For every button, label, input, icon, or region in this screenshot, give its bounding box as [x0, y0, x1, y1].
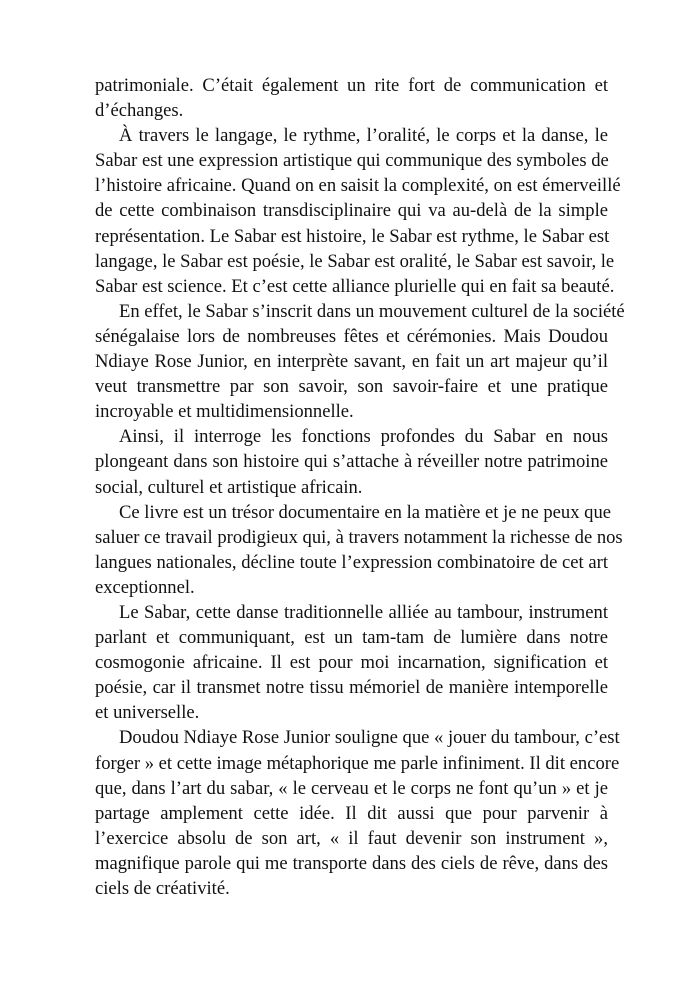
paragraph: [95, 500, 623, 600]
text-line: langage, le Sabar est poésie, le Sabar est oralité, le Sabar est savoir, le: [95, 250, 615, 272]
text-line: langues nationales, décline toute l’expression combinatoire de cet art: [95, 551, 608, 573]
paragraph: [95, 73, 608, 123]
text-line: partage amplement cette idée. Il dit aussi que pour parvenir à: [95, 802, 608, 824]
text-line: Sabar est science. Et c’est cette alliance plurielle qui en fait sa beauté.: [95, 275, 615, 297]
paragraph: [95, 123, 621, 299]
text-line: magnifique parole qui me transporte dans des ciels de rêve, dans des: [95, 852, 608, 874]
text-line: l’exercice absolu de son art, « il faut devenir son instrument »,: [95, 827, 608, 849]
document-page: [95, 73, 625, 901]
text-line: poésie, car il transmet notre tissu mémoriel de manière intemporelle: [95, 677, 608, 699]
paragraph: [95, 600, 608, 725]
text-line: que, dans l’art du sabar, « le cerveau et le corps ne font qu’un » et je: [95, 777, 608, 799]
text-line: sénégalaise lors de nombreuses fêtes et cérémonies. Mais Doudou: [95, 325, 608, 347]
text-line: forger » et cette image métaphorique me parle infiniment. Il dit encore: [95, 752, 620, 774]
text-line: Ce livre est un trésor documentaire en la matière et je ne peux que: [119, 501, 612, 523]
text-line: incroyable et multidimensionnelle.: [95, 401, 354, 423]
text-line: parlant et communiquant, est un tam-tam de lumière dans notre: [95, 627, 608, 649]
text-line: l’histoire africaine. Quand on en saisit la complexité, on est émerveillé: [95, 175, 621, 197]
paragraph: [95, 299, 625, 424]
text-line: et universelle.: [95, 702, 200, 724]
text-line: ciels de créativité.: [95, 878, 230, 899]
text-line: social, culturel et artistique africain.: [95, 476, 363, 498]
text-line: de cette combinaison transdisciplinaire qui va au-delà de la simple: [95, 200, 608, 222]
text-line: cosmogonie africaine. Il est pour moi incarnation, signification et: [95, 652, 608, 674]
text-line: Doudou Ndiaye Rose Junior souligne que « jouer du tambour, c’est: [119, 727, 620, 749]
text-line: saluer ce travail prodigieux qui, à travers notamment la richesse de nos: [95, 526, 623, 548]
text-line: Sabar est une expression artistique qui communique des symboles de: [95, 150, 609, 172]
text-line: patrimoniale. C’était également un rite fort de communication et: [95, 75, 608, 96]
text-line: Le Sabar, cette danse traditionnelle alliée au tambour, instrument: [119, 601, 608, 623]
text-line: représentation. Le Sabar est histoire, le Sabar est rythme, le Sabar est: [95, 225, 610, 247]
paragraph: [95, 725, 620, 901]
text-line: En effet, le Sabar s’inscrit dans un mouvement culturel de la société: [119, 300, 625, 322]
text-line: Ainsi, il interroge les fonctions profondes du Sabar en nous: [119, 426, 608, 448]
text-line: veut transmettre par son savoir, son savoir-faire et une pratique: [95, 376, 608, 398]
text-line: exceptionnel.: [95, 576, 195, 598]
text-line: Ndiaye Rose Junior, en interprète savant, en fait un art majeur qu’il: [95, 351, 608, 373]
text-line: d’échanges.: [95, 100, 184, 122]
text-line: À travers le langage, le rythme, l’oralité, le corps et la danse, le: [119, 125, 608, 147]
paragraph: [95, 424, 608, 499]
text-line: plongeant dans son histoire qui s’attache à réveiller notre patrimoine: [95, 451, 608, 473]
